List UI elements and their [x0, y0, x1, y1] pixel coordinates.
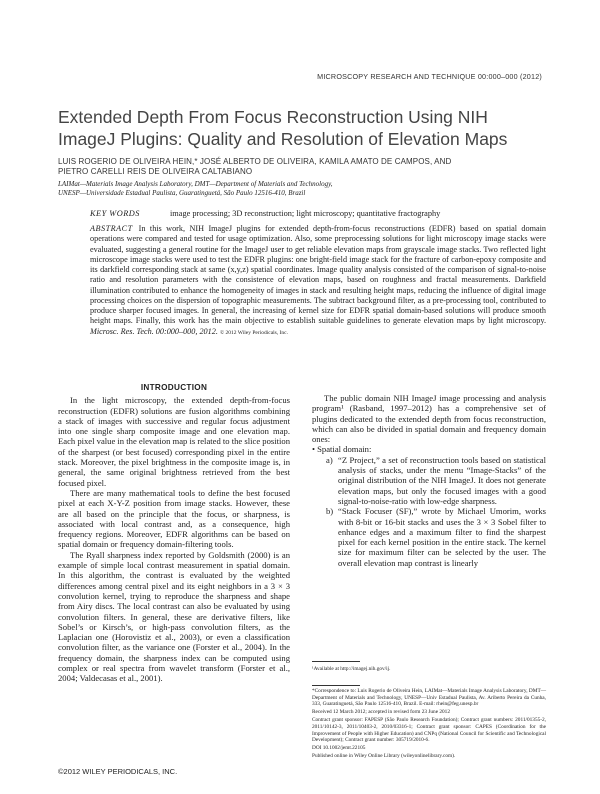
journal-header: MICROSCOPY RESEARCH AND TECHNIQUE 00:000–000 (2012)	[317, 72, 542, 81]
list-item	[326, 506, 546, 568]
correspondence-text: *Correspondence to: Luis Rogerio de Oliveira Hein, LAIMat—Materials Image Analysis Laboratory, DMT—Department of Materials and Technology, UNESP—Univ Estadual Paulista, Av. Ariberto Pereira da Cunha, 333, Guaratinguetá, São Paulo 12516-410, Brazil. E-mail: rhein@feg.unesp.br	[312, 688, 546, 708]
footnote-rule	[312, 661, 360, 662]
footnote-1: ¹Available at http://imagej.nih.gov/ij.	[312, 666, 391, 672]
author-list	[58, 157, 558, 177]
authors-line-2: PIETRO CARELLI REIS DE OLIVEIRA CALTABIANO	[58, 167, 253, 176]
keywords	[90, 209, 550, 218]
right-paragraph-1: The public domain NIH ImageJ image processing and analysis program¹ (Rasband, 1997–2012) has a comprehensive set of plugins dedicated to the extended depth from focus reconstruction, which can also be divided in spatial domain and frequency domain ones:	[312, 393, 546, 445]
keywords-label: KEY WORDS	[90, 209, 140, 218]
list-item-text: “Z Project,” a set of reconstruction tools based on statistical analysis of stacks, under the menu “Image-Stacks” of the original distribution of the NIH ImageJ. It does not generate elevation maps, but only the focused images with a good signal-to-noise-ratio with low-edge sharpness.	[338, 454, 546, 506]
abstract-label: ABSTRACT	[90, 224, 133, 233]
authors-line-1: LUIS ROGERIO DE OLIVEIRA HEIN,* JOSÉ ALBERTO DE OLIVEIRA, KAMILA AMATO DE CAMPOS, AND	[58, 157, 452, 166]
abstract	[90, 224, 546, 338]
grant-info: Contract grant sponsor: FAPESP (São Paulo Research Foundation); Contract grant numbers: 2011/01355-2, 2011/10142-3, 2011/10403-2, 2010/03316-1; Contract grant sponsor: CAPES (Coordination for the Improvement of People with Higher Education) and CNPq (National Council for Scientific and Technological Development); Contract grant number: 305719/2010-6.	[312, 717, 546, 744]
footer-copyright: ©2012 WILEY PERIODICALS, INC.	[58, 767, 178, 776]
intro-paragraph-3: The Ryall sharpness index reported by Goldsmith (2000) is an example of simple local contrast measurement in spatial domain. In this algorithm, the contrast is evaluated by the weighted differences among central pixel and its eight neighbors in a 3 × 3 convolution kernel, trying to reproduce the sharpness and shape from Airy discs. The local contrast can also be evaluated by using convolution filters. In general, these are derivative filters, like Sobel’s or Kirsch’s, or high-pass convolution filters, as the Laplacian one (Horovistiz et al., 2003), or even a classification convolution filter, as the variance one (Forster et al., 2004). In the frequency domain, the sharpness index can be computed using complex or real spectra from wavelet transform (Forster et al., 2004; Valdecasas et al., 2001).	[58, 549, 290, 684]
right-column	[312, 393, 546, 568]
intro-paragraph-2: There are many mathematical tools to define the best focused pixel at each X-Y-Z position from image stacks. However, these are all based on the principle that the focus, or sharpness, is associated with local contrast and, as a consequence, high frequency regions. Moreover, EDFR algorithms can be based on spatial domain or frequency domain-filtering tools.	[58, 487, 290, 550]
intro-paragraph-1: In the light microscopy, the extended depth-from-focus reconstruction (EDFR) solutions are fusion algorithms combining a stack of images with successive and regular focus adjustment into one single sharp composite image and one elevation map. Each pixel value in the elevation map is related to the slice position of the sharpest (or best focused) corresponding pixel in the entire stack. Moreover, the pixel brightness in the composite image is, in general, the same original brightness retrieved from the best focused pixel.	[58, 395, 290, 488]
affiliation-line-2: UNESP—Universidade Estadual Paulista, Guaratinguetá, São Paulo 12516-410, Brazil	[58, 189, 306, 197]
received-date: Received 12 March 2012; accepted in revised form 23 June 2012	[312, 709, 450, 716]
list-marker: a)	[326, 454, 333, 465]
abstract-copyright: © 2012 Wiley Periodicals, Inc.	[219, 329, 288, 336]
paper-title: Extended Depth From Focus Reconstruction Using NIH ImageJ Plugins: Quality and Resolution of Elevation Maps	[58, 107, 508, 149]
correspondence-block	[312, 688, 546, 761]
spatial-domain-bullet: • Spatial domain:	[312, 444, 372, 455]
abstract-citation: Microsc. Res. Tech. 00:000–000, 2012.	[90, 326, 218, 336]
keywords-text: image processing; 3D reconstruction; light microscopy; quantitative fractography	[170, 209, 441, 218]
abstract-text: In this work, NIH ImageJ plugins for extended depth-from-focus reconstructions (EDFR) based on spatial domain operations were compared and tested for usage optimization. Also, some preprocessing solutions for light microscopy image stacks were evaluated, suggesting a general routine for the ImageJ user to get reliable elevation maps from grayscale image stacks. Two reflected light microscope image stacks were used to test the EDFR plugins: one bright-field image stack for the fracture of carbon-epoxy composite and its darkfield corresponding stack at same (x,y,z) spatial coordinates. Image quality analysis consisted of the comparison of signal-to-noise ratio and resolution parameters with the consistence of elevation maps, based on roughness and fractal measurements. Darkfield illumination contributed to enhance the homogeneity of images in stack and resulting height maps, reducing the influence of digital image processing choices on the dispersion of topographic measurements. The subtract background filter, as a pre-processing tool, contributed to produce sharper focused images. In general, the increasing of kernel size for EDFR spatial domain-based solutions will produce smooth height maps. Finally, this work has the main objective to establish suitable guidelines to generate elevation maps by light microscopy.	[90, 224, 546, 326]
list-item	[326, 455, 546, 506]
spatial-domain-list	[326, 455, 546, 568]
affiliations	[58, 180, 558, 198]
list-item-text: “Stack Focuser (SF),” wrote by Michael Umorim, works with 8-bit or 16-bit stacks and uses the 3 × 3 Sobel filter to enhance edges and a maximum filter to find the sharpest pixel for each kernel position in the entire stack. The kernel size for maximum filter can be selected by the user. The overall elevation map contrast is linearly	[338, 506, 546, 568]
published-online: Published online in Wiley Online Library (wileyonlinelibrary.com).	[312, 753, 456, 760]
doi: DOI 10.1002/jemt.22105	[312, 745, 366, 752]
left-column	[58, 383, 290, 684]
correspondence-rule	[312, 685, 360, 686]
affiliation-line-1: LAIMat—Materials Image Analysis Laboratory, DMT—Department of Materials and Technology,	[58, 180, 333, 188]
footnote	[312, 666, 546, 675]
list-marker: b)	[326, 506, 334, 517]
introduction-heading: INTRODUCTION	[140, 383, 208, 392]
